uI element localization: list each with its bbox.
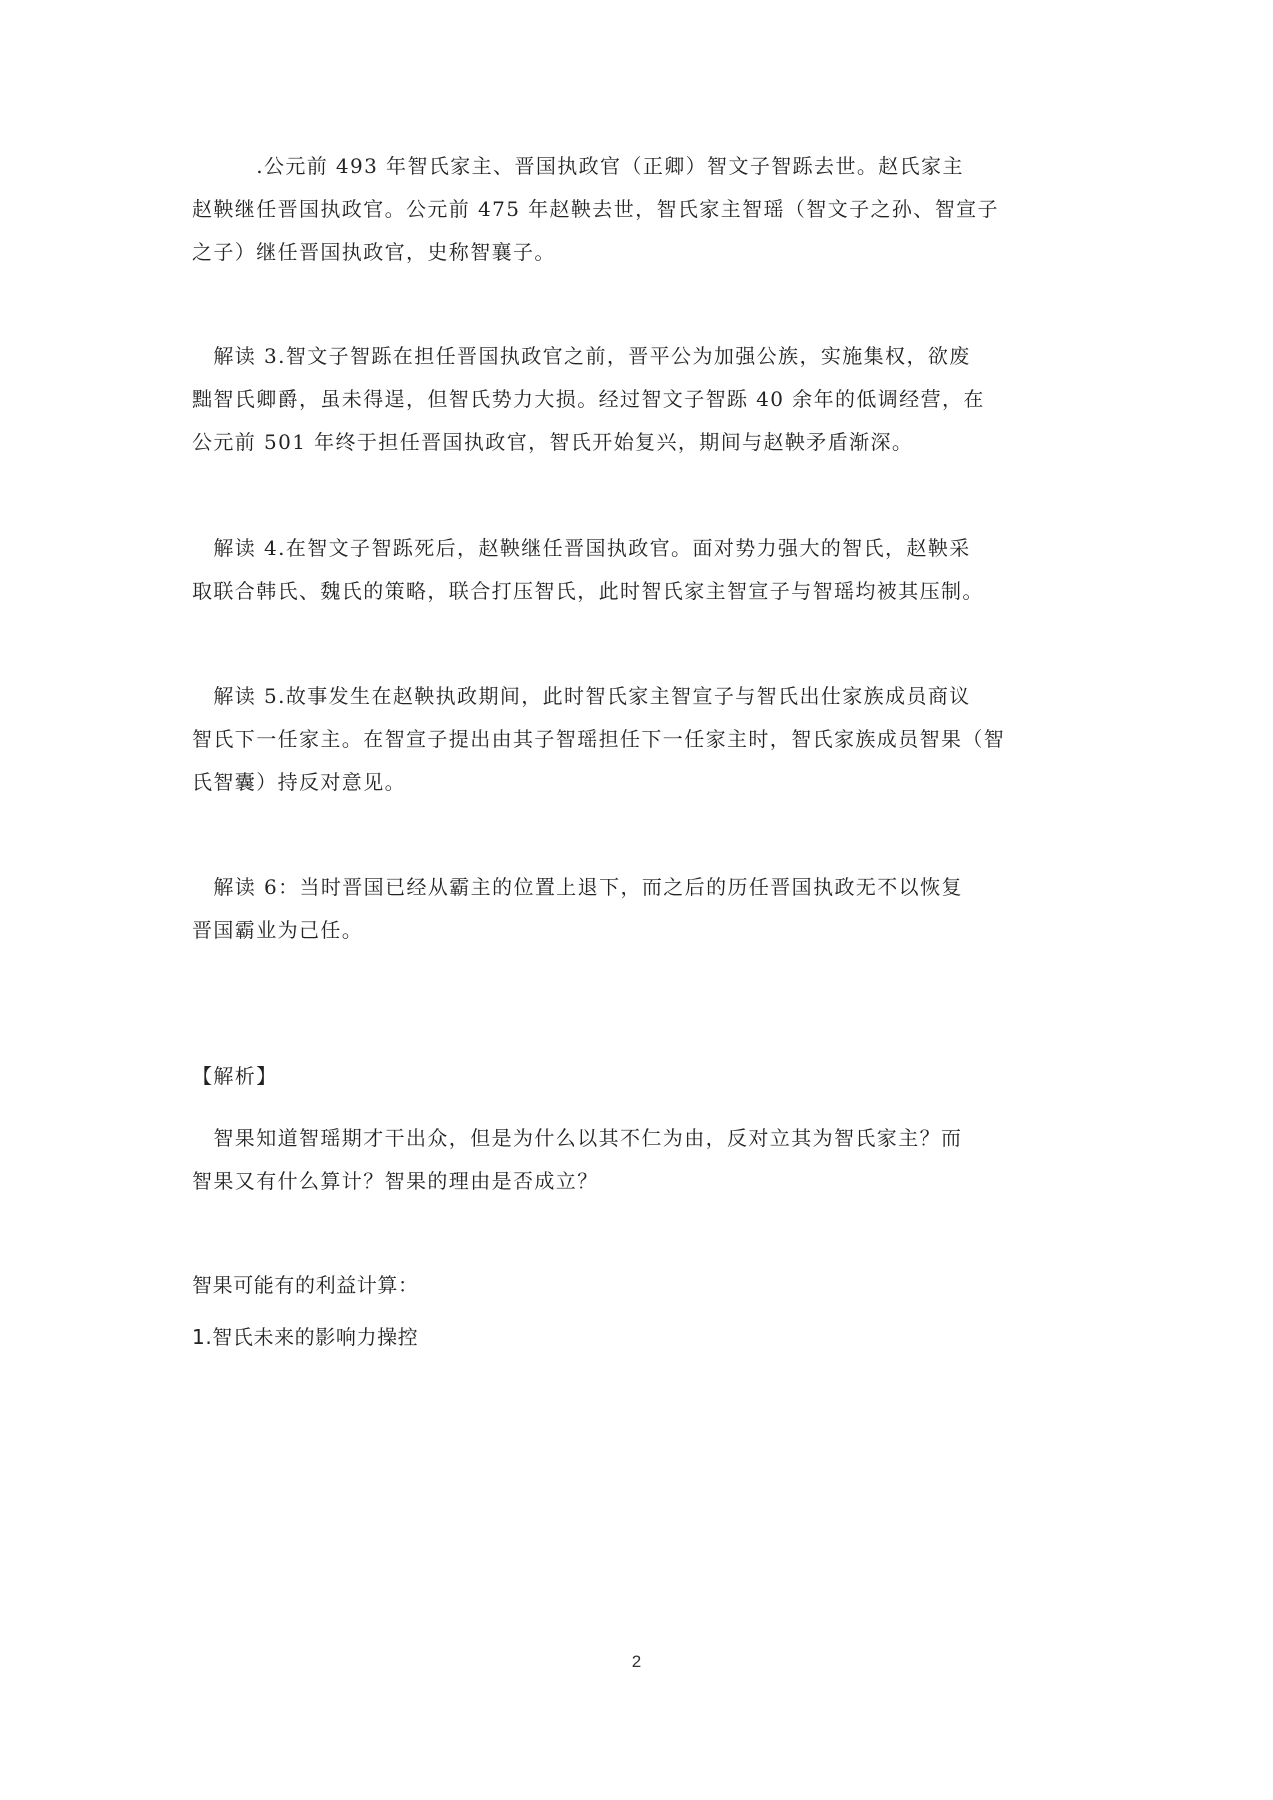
text-line: 智果知道智瑶期才干出众，但是为什么以其不仁为由，反对立其为智氏家主？而: [192, 1126, 963, 1150]
list-item: 1.智氏未来的影响力操控: [192, 1325, 419, 1349]
text-line: 解读 4.在智文子智跞死后，赵鞅继任晋国执政官。面对势力强大的智氏，赵鞅采: [192, 536, 971, 560]
interest-item-1: [192, 1316, 1082, 1359]
text-line: .公元前 493 年智氏家主、晋国执政官（正卿）智文子智跞去世。赵氏家主: [192, 154, 964, 178]
text-line: 解读 5.故事发生在赵鞅执政期间，此时智氏家主智宣子与智氏出仕家族成员商议: [192, 684, 971, 708]
interpretation-6-paragraph: [192, 866, 1082, 952]
section-heading: 【解析】: [192, 1064, 278, 1088]
interest-heading: [192, 1264, 1082, 1307]
page-number: 2: [631, 1652, 642, 1671]
text-line: 公元前 501 年终于担任晋国执政官，智氏开始复兴，期间与赵鞅矛盾渐深。: [192, 430, 914, 454]
analysis-question-paragraph: [192, 1117, 1082, 1203]
analysis-heading: [192, 1055, 1082, 1098]
text-line: 之子）继任晋国执政官，史称智襄子。: [192, 240, 556, 264]
interpretation-4-paragraph: [192, 527, 1082, 613]
text-line: 氏智囊）持反对意见。: [192, 770, 406, 794]
intro-paragraph: [192, 145, 1082, 274]
text-line: 黜智氏卿爵，虽未得逞，但智氏势力大损。经过智文子智跞 40 余年的低调经营，在: [192, 387, 985, 411]
text-line: 解读 6：当时晋国已经从霸主的位置上退下，而之后的历任晋国执政无不以恢复: [192, 875, 963, 899]
text-line: 智氏下一任家主。在智宣子提出由其子智瑶担任下一任家主时，智氏家族成员智果（智: [192, 727, 1006, 751]
text-line: 智果可能有的利益计算：: [192, 1273, 419, 1297]
text-line: 赵鞅继任晋国执政官。公元前 475 年赵鞅去世，智氏家主智瑶（智文子之孙、智宣子: [192, 197, 999, 221]
interpretation-5-paragraph: [192, 675, 1082, 804]
interpretation-3-paragraph: [192, 335, 1082, 464]
text-line: 智果又有什么算计？智果的理由是否成立？: [192, 1169, 599, 1193]
text-line: 取联合韩氏、魏氏的策略，联合打压智氏，此时智氏家主智宣子与智瑶均被其压制。: [192, 579, 984, 603]
text-line: 晋国霸业为己任。: [192, 918, 364, 942]
text-line: 解读 3.智文子智跞在担任晋国执政官之前，晋平公为加强公族，实施集权，欲废: [192, 344, 971, 368]
